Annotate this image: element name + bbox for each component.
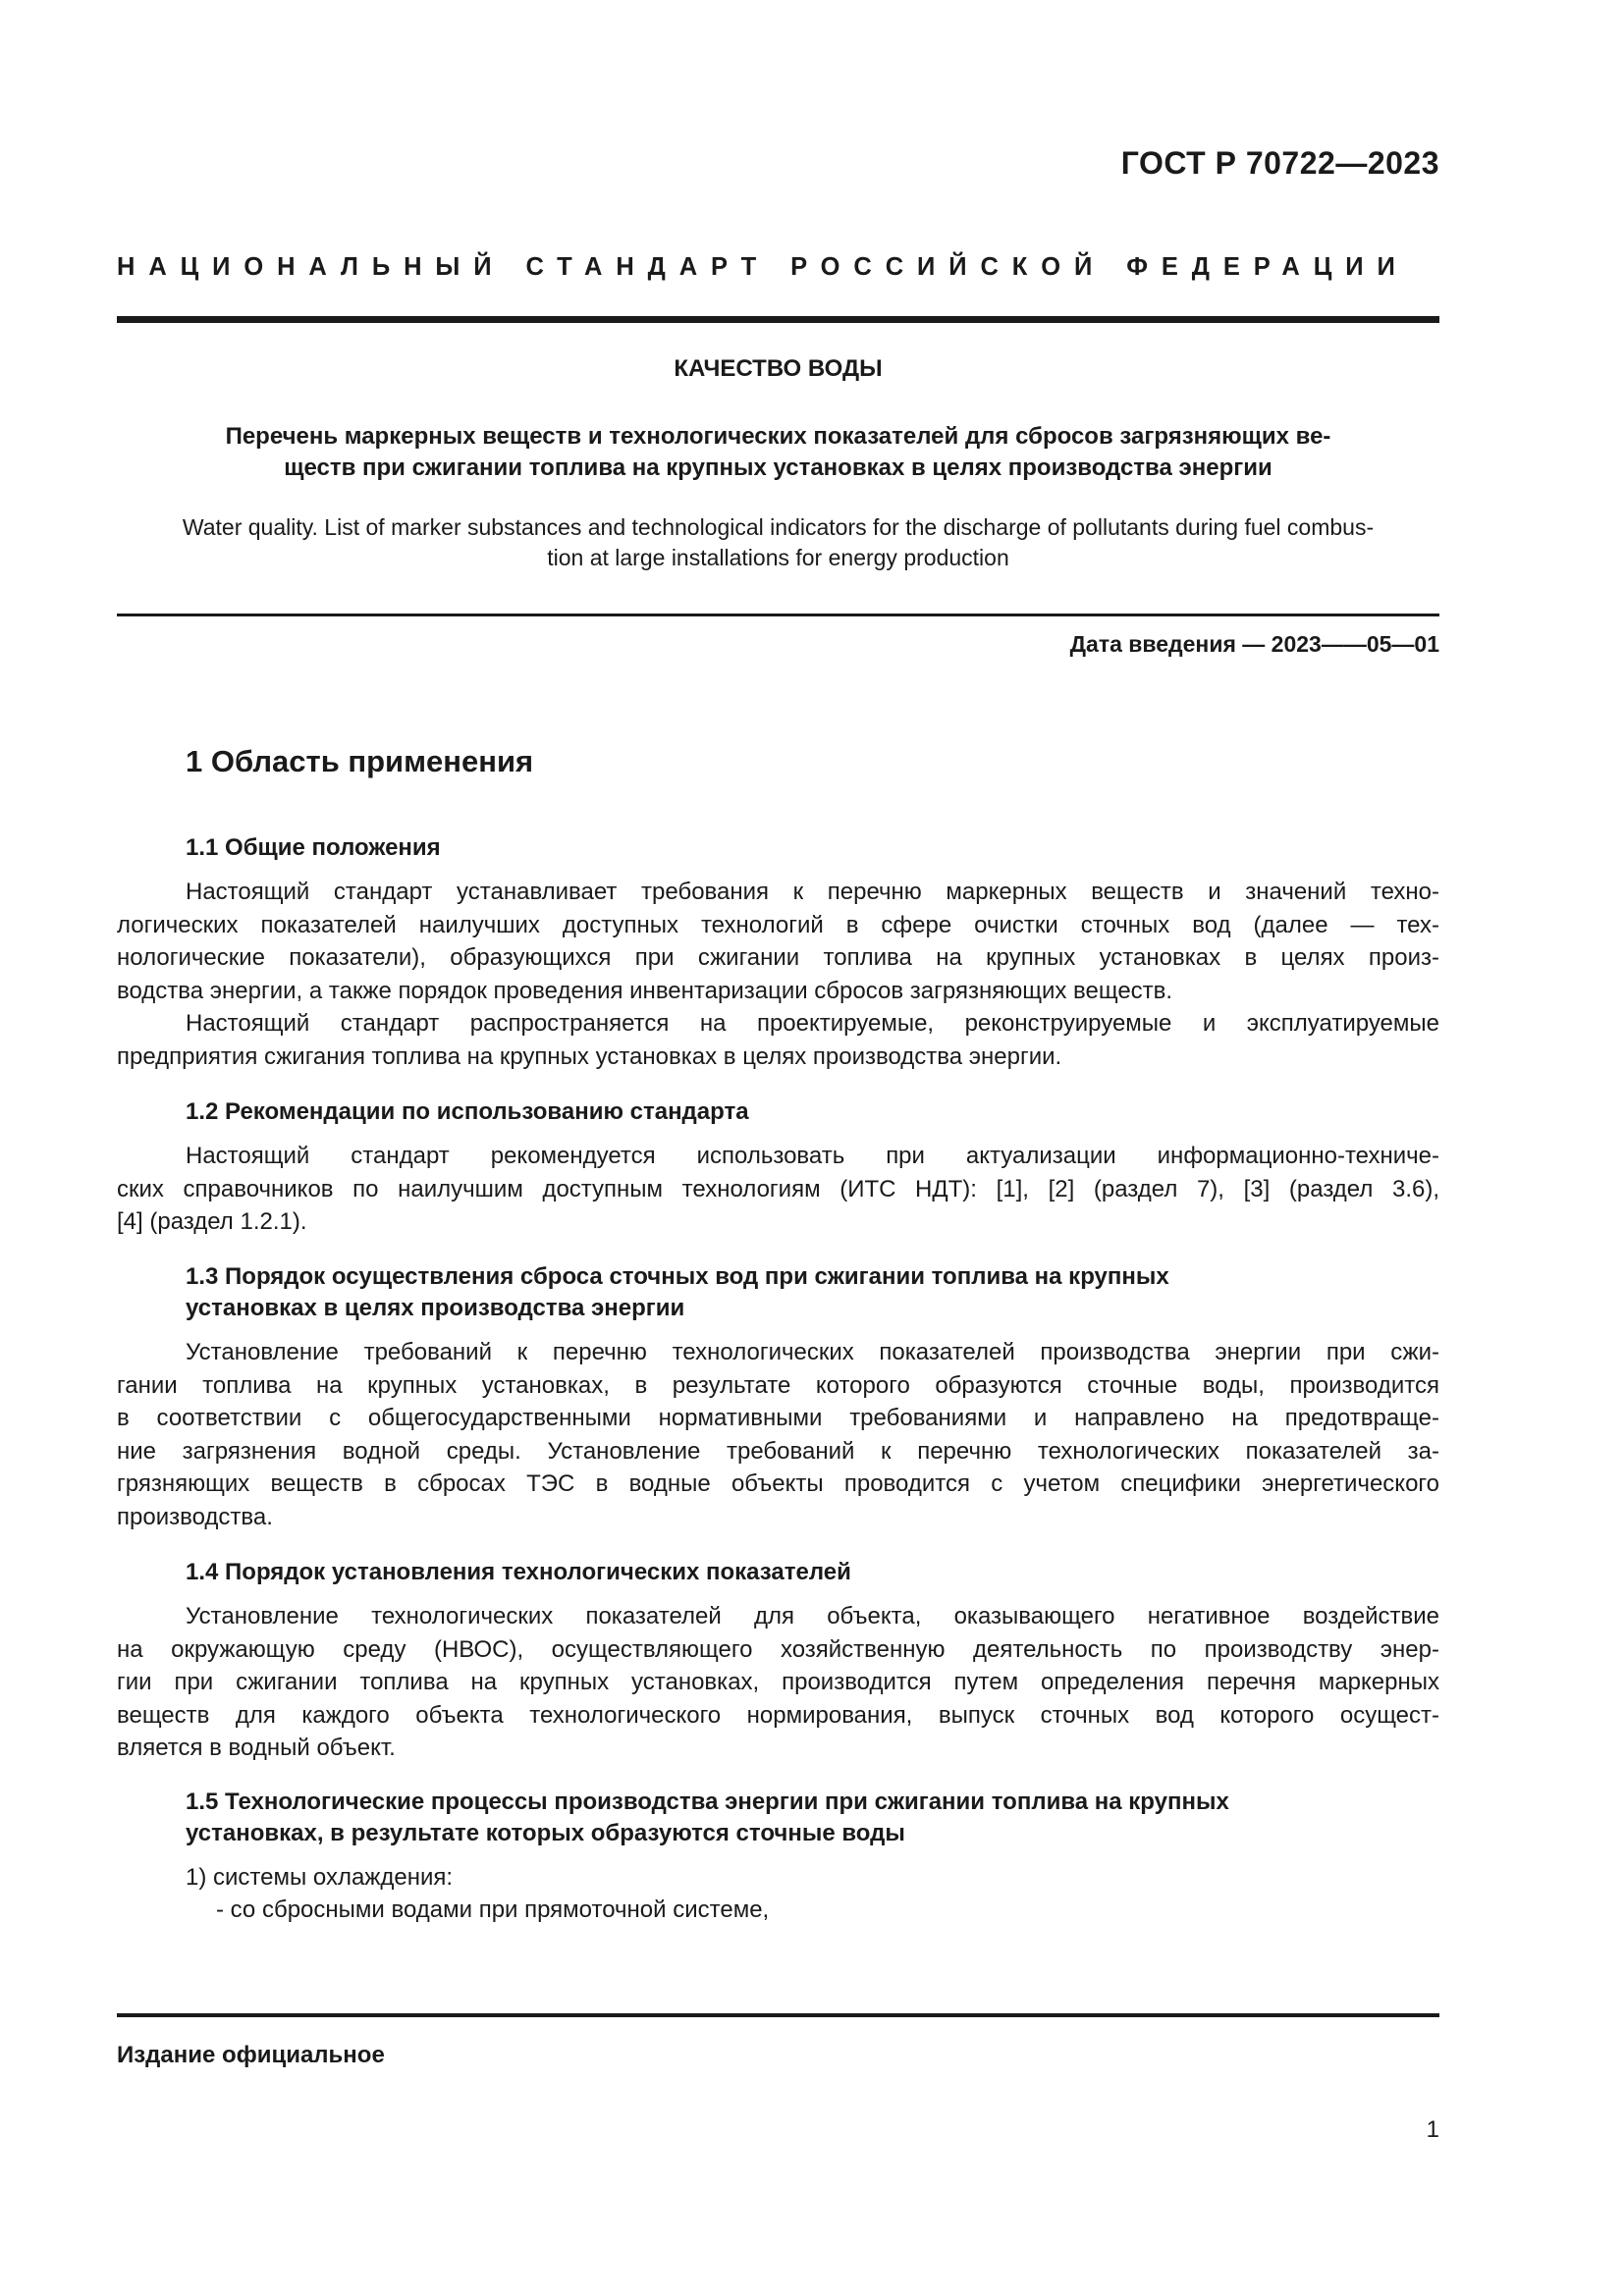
document-subtitle — [117, 421, 1439, 484]
paragraph-line: вляется в водный объект. — [117, 1735, 396, 1762]
footer-rule — [117, 2013, 1439, 2017]
list-subitem: - со сбросными водами при прямоточной системе, — [216, 1896, 770, 1923]
section-heading: 1 Область применения — [186, 744, 534, 778]
subsection-heading-line: 1.5 Технологические процессы производства энергии при сжигании топлива на крупных — [186, 1789, 1229, 1815]
paragraph-line: ние загрязнения водной среды. Установление требований к перечню технологических показателей за- — [117, 1437, 1439, 1465]
english-title — [117, 512, 1439, 573]
subsection-heading: 1.1 Общие положения — [186, 834, 441, 861]
subsection-heading: 1.4 Порядок установления технологических показателей — [186, 1559, 851, 1585]
national-standard-banner: НАЦИОНАЛЬНЫЙ СТАНДАРТ РОССИЙСКОЙ ФЕДЕРАЦИИ — [117, 253, 1409, 281]
paragraph-line: водства энергии, а также порядок проведения инвентаризации сбросов загрязняющих веществ. — [117, 977, 1173, 1004]
paragraph-line: предприятия сжигания топлива на крупных установках в целях производства энергии. — [117, 1042, 1062, 1070]
paragraph-line: в соответствии с общегосударственными нормативными требованиями и направлено на предотвраще- — [117, 1405, 1439, 1432]
paragraph-line: на окружающую среду (НВОС), осуществляющего хозяйственную деятельность по производству энер- — [117, 1635, 1439, 1663]
paragraph-line: Установление требований к перечню технологических показателей производства энергии при сжи- — [186, 1339, 1439, 1365]
standard-number: ГОСТ Р 70722—2023 — [1120, 145, 1439, 181]
list-item: 1) системы охлаждения: — [186, 1864, 454, 1891]
paragraph — [117, 1140, 1439, 1239]
header-rule — [117, 316, 1439, 323]
subsection-heading-line: установках в целях производства энергии — [186, 1295, 685, 1321]
paragraph-line: производства. — [117, 1503, 273, 1530]
subtitle-line: ществ при сжигании топлива на крупных установках в целях производства энергии — [284, 454, 1272, 481]
subsection-heading-line: 1.3 Порядок осуществления сброса сточных вод при сжигании топлива на крупных — [186, 1263, 1169, 1290]
paragraph-line: Настоящий стандарт устанавливает требования к перечню маркерных веществ и значений техно- — [186, 879, 1439, 905]
paragraph-line: Настоящий стандарт распространяется на проектируемые, реконструируемые и эксплуатируемые — [186, 1010, 1439, 1038]
english-title-line: tion at large installations for energy production — [547, 545, 1009, 570]
paragraph-line: гии при сжигании топлива на крупных установках, производится путем определения перечня маркерных — [117, 1669, 1439, 1696]
paragraph-line: ских справочников по наилучшим доступным технологиям (ИТС НДТ): [1], [2] (раздел 7), [3] (раздел 3.6), — [117, 1175, 1439, 1202]
paragraph-line: логических показателей наилучших доступных технологий в сфере очистки сточных вод (далее — тех- — [117, 911, 1439, 938]
paragraph-line: грязняющих веществ в сбросах ТЭС в водные объекты проводится с учетом специфики энергетического — [117, 1470, 1439, 1498]
date-of-introduction: Дата введения — 2023——05—01 — [1069, 631, 1439, 657]
paragraph-line: Установление технологических показателей для объекта, оказывающего негативное воздействие — [186, 1603, 1439, 1629]
subsection-heading — [186, 1261, 1439, 1324]
paragraph-line: нологические показатели), образующихся при сжигании топлива на крупных установках в целях произ- — [117, 944, 1439, 972]
paragraph-line: Настоящий стандарт рекомендуется использовать при актуализации информационно-техниче- — [186, 1143, 1439, 1169]
subtitle-line: Перечень маркерных веществ и технологических показателей для сбросов загрязняющих ве- — [225, 423, 1331, 450]
document-title: КАЧЕСТВО ВОДЫ — [674, 355, 883, 382]
subsection-heading: 1.2 Рекомендации по использованию стандарта — [186, 1098, 749, 1125]
paragraph — [117, 1336, 1439, 1534]
paragraph — [117, 1600, 1439, 1765]
paragraph — [117, 876, 1439, 1074]
page-number: 1 — [1426, 2116, 1439, 2143]
paragraph-line: гании топлива на крупных установках, в результате которого образуются сточные воды, производится — [117, 1371, 1439, 1399]
title-rule — [117, 614, 1439, 616]
subsection-heading-line: установках, в результате которых образуются сточные воды — [186, 1820, 905, 1846]
subsection-heading — [186, 1787, 1439, 1849]
official-edition-label: Издание официальное — [117, 2042, 385, 2068]
paragraph-line: веществ для каждого объекта технологического нормирования, выпуск сточных вод которого осущест- — [117, 1701, 1439, 1729]
english-title-line: Water quality. List of marker substances and technological indicators for the discharge of pollutants during fuel combus- — [182, 514, 1375, 540]
paragraph-line: [4] (раздел 1.2.1). — [117, 1208, 307, 1236]
